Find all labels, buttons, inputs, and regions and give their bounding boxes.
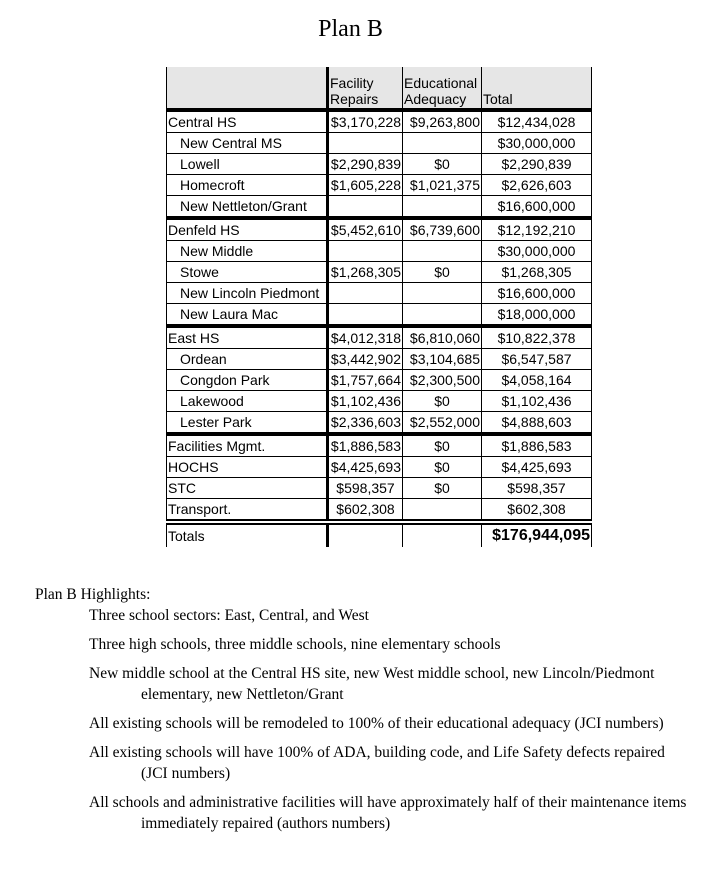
row-label: New Lincoln Piedmont	[167, 283, 328, 304]
facility-repairs-cell: $1,757,664	[328, 370, 403, 391]
facility-repairs-cell: $1,102,436	[328, 391, 403, 412]
facility-repairs-cell	[328, 304, 403, 327]
facility-repairs-cell	[328, 196, 403, 219]
table-row	[167, 478, 592, 499]
total-cell: $2,626,603	[482, 175, 592, 196]
row-label: Ordean	[167, 349, 328, 370]
totals-facility-cell	[328, 522, 403, 547]
total-cell: $4,888,603	[482, 412, 592, 435]
row-label: Denfeld HS	[167, 218, 328, 241]
header-educational-line1: Educational	[404, 75, 478, 91]
row-label: HOCHS	[167, 457, 328, 478]
table-row	[167, 304, 592, 327]
row-label: Congdon Park	[167, 370, 328, 391]
highlight-item: All existing schools will be remodeled to 100% of their educational adequacy (JCI numbers)	[89, 715, 664, 732]
row-label: Facilities Mgmt.	[167, 434, 328, 457]
header-facility-line2: Repairs	[330, 91, 379, 107]
highlights-title: Plan B Highlights:	[35, 586, 151, 603]
totals-label: Totals	[167, 522, 328, 547]
row-label: STC	[167, 478, 328, 499]
header-facility-line1: Facility	[330, 75, 374, 91]
table-row	[167, 349, 592, 370]
facility-repairs-cell: $3,442,902	[328, 349, 403, 370]
table-row	[167, 241, 592, 262]
table-row	[167, 133, 592, 154]
educational-adequacy-cell: $0	[403, 154, 482, 175]
highlight-item: All existing schools will have 100% of ADA, building code, and Life Safety defects repaired (JCI numbers)	[89, 744, 665, 782]
total-cell: $4,425,693	[482, 457, 592, 478]
educational-adequacy-cell: $9,263,800	[403, 110, 482, 133]
total-cell: $1,886,583	[482, 434, 592, 457]
row-label: Lowell	[167, 154, 328, 175]
educational-adequacy-cell: $3,104,685	[403, 349, 482, 370]
page-title: Plan B	[318, 16, 383, 42]
row-label: New Middle	[167, 241, 328, 262]
educational-adequacy-cell: $0	[403, 434, 482, 457]
facility-repairs-cell: $2,290,839	[328, 154, 403, 175]
facility-repairs-cell	[328, 241, 403, 262]
row-label: Homecroft	[167, 175, 328, 196]
facility-repairs-cell	[328, 283, 403, 304]
row-label: Central HS	[167, 110, 328, 133]
table-row	[167, 412, 592, 435]
header-total: Total	[482, 67, 592, 110]
facility-repairs-cell: $4,425,693	[328, 457, 403, 478]
row-label: New Laura Mac	[167, 304, 328, 327]
facility-repairs-cell: $1,605,228	[328, 175, 403, 196]
total-cell: $10,822,378	[482, 326, 592, 349]
total-cell: $598,357	[482, 478, 592, 499]
total-cell: $1,268,305	[482, 262, 592, 283]
total-cell: $16,600,000	[482, 283, 592, 304]
educational-adequacy-cell: $1,021,375	[403, 175, 482, 196]
totals-row	[167, 522, 592, 547]
row-label: Lakewood	[167, 391, 328, 412]
row-label: Stowe	[167, 262, 328, 283]
table-row	[167, 283, 592, 304]
facility-repairs-cell: $4,012,318	[328, 326, 403, 349]
totals-educational-cell	[403, 522, 482, 547]
facility-repairs-cell: $2,336,603	[328, 412, 403, 435]
educational-adequacy-cell: $0	[403, 262, 482, 283]
table-row	[167, 499, 592, 523]
educational-adequacy-cell: $2,552,000	[403, 412, 482, 435]
grand-total: $176,944,095	[482, 522, 592, 547]
header-educational-line2: Adequacy	[404, 91, 467, 107]
table-row	[167, 175, 592, 196]
row-label: East HS	[167, 326, 328, 349]
budget-table	[166, 67, 592, 547]
table-row	[167, 218, 592, 241]
highlight-item: Three high schools, three middle schools, nine elementary schools	[89, 636, 501, 653]
table-row	[167, 434, 592, 457]
educational-adequacy-cell	[403, 196, 482, 219]
facility-repairs-cell: $1,268,305	[328, 262, 403, 283]
total-cell: $602,308	[482, 499, 592, 523]
table-row	[167, 262, 592, 283]
row-label: Transport.	[167, 499, 328, 523]
row-label: New Central MS	[167, 133, 328, 154]
facility-repairs-cell: $602,308	[328, 499, 403, 523]
total-cell: $30,000,000	[482, 241, 592, 262]
educational-adequacy-cell: $6,810,060	[403, 326, 482, 349]
highlight-item: Three school sectors: East, Central, and West	[89, 607, 369, 624]
table-row	[167, 326, 592, 349]
highlight-item: All schools and administrative facilities will have approximately half of their maintenance items immediately repaired (authors numbers)	[89, 794, 687, 832]
total-cell: $16,600,000	[482, 196, 592, 219]
total-cell: $30,000,000	[482, 133, 592, 154]
facility-repairs-cell: $5,452,610	[328, 218, 403, 241]
educational-adequacy-cell	[403, 133, 482, 154]
educational-adequacy-cell	[403, 304, 482, 327]
facility-repairs-cell: $3,170,228	[328, 110, 403, 133]
header-facility-repairs	[328, 67, 403, 110]
total-cell: $12,434,028	[482, 110, 592, 133]
row-label: Lester Park	[167, 412, 328, 435]
table-row	[167, 196, 592, 219]
table-row	[167, 370, 592, 391]
header-label	[167, 67, 328, 110]
total-cell: $2,290,839	[482, 154, 592, 175]
facility-repairs-cell: $1,886,583	[328, 434, 403, 457]
educational-adequacy-cell: $0	[403, 457, 482, 478]
table-row	[167, 110, 592, 133]
table-row	[167, 457, 592, 478]
facility-repairs-cell	[328, 133, 403, 154]
highlights-section	[35, 584, 695, 842]
total-cell: $1,102,436	[482, 391, 592, 412]
row-label: New Nettleton/Grant	[167, 196, 328, 219]
educational-adequacy-cell	[403, 283, 482, 304]
total-cell: $18,000,000	[482, 304, 592, 327]
header-educational-adequacy	[403, 67, 482, 110]
table-header-row	[167, 67, 592, 110]
educational-adequacy-cell: $6,739,600	[403, 218, 482, 241]
facility-repairs-cell: $598,357	[328, 478, 403, 499]
educational-adequacy-cell	[403, 499, 482, 523]
table-row	[167, 391, 592, 412]
total-cell: $4,058,164	[482, 370, 592, 391]
table-row	[167, 154, 592, 175]
total-cell: $12,192,210	[482, 218, 592, 241]
highlight-item: New middle school at the Central HS site, new West middle school, new Lincoln/Piedmont elementary, new Nettleton/Grant	[89, 665, 655, 703]
educational-adequacy-cell	[403, 241, 482, 262]
educational-adequacy-cell: $0	[403, 391, 482, 412]
educational-adequacy-cell: $0	[403, 478, 482, 499]
educational-adequacy-cell: $2,300,500	[403, 370, 482, 391]
total-cell: $6,547,587	[482, 349, 592, 370]
